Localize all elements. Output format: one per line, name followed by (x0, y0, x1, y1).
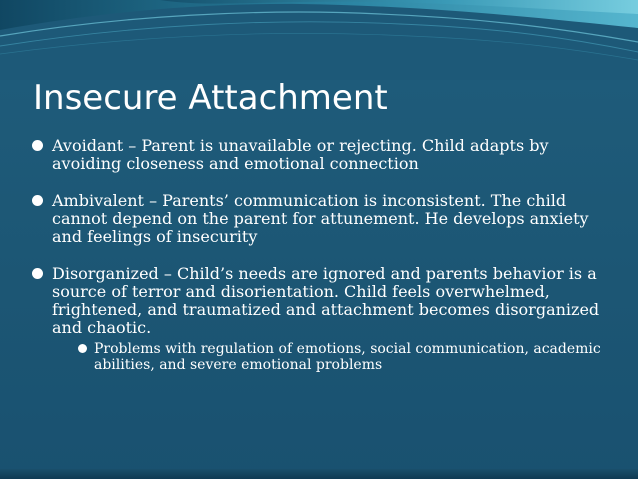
bullet-text: Ambivalent – Parents’ communication is inconsistent. The child cannot depend on the parent for attunement. He develops anxiety and feelings of insecurity (52, 191, 589, 246)
bullet-text: Disorganized – Child’s needs are ignored and parents behavior is a source of terror and disorientation. Child feels overwhelmed, frightened, and traumatized and attachment becomes disorganized and chaotic. (52, 264, 600, 337)
wave-banner (0, 0, 638, 80)
bullet-list (30, 137, 620, 392)
bullet-text: Avoidant – Parent is unavailable or rejecting. Child adapts by avoiding closeness and emotional connection (52, 136, 549, 173)
bullet-dot-icon (32, 268, 43, 279)
bullet-ambivalent (30, 192, 620, 246)
bullet-disorganized (30, 265, 620, 373)
sub-bullet-problems (52, 341, 620, 373)
sub-bullet-text: Problems with regulation of emotions, social communication, academic abilities, and severe emotional problems (94, 341, 601, 373)
slide-title: Insecure Attachment (33, 78, 388, 118)
bullet-avoidant (30, 137, 620, 173)
bullet-dot-icon (32, 195, 43, 206)
bottom-strip (0, 469, 638, 479)
sub-bullet-dot-icon (78, 344, 87, 353)
bullet-dot-icon (32, 140, 43, 151)
